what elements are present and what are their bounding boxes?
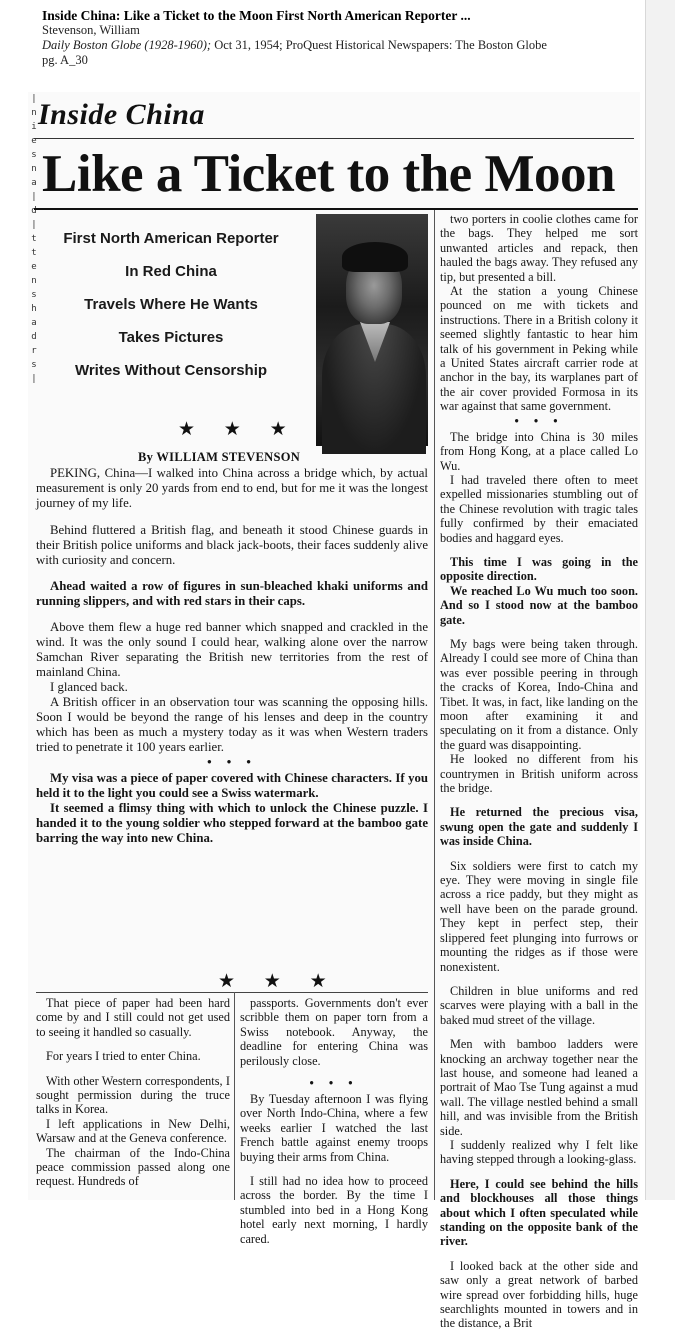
citation-source-publication: Daily Boston Globe (1928-1960); — [42, 38, 212, 52]
paragraph: At the station a young Chinese pounced on me with tickets and instructions. There in a British colony it seemed slightly fantastic to hear him talk of his government in Peking while a United States aircraft carrier rode at anchor in the bay, its warplanes part of the air cover provided Formosa in its war against that same government. — [440, 284, 638, 414]
paragraph: For years I tried to enter China. — [46, 1049, 201, 1064]
column-rule — [434, 210, 435, 1200]
paragraph: passports. Governments don't ever scribble them on paper torn from a Swiss notebook. Anyway, the deadline for entering China was perilously close. — [240, 996, 428, 1068]
reporter-portrait-photo — [316, 214, 428, 446]
citation-page: pg. A_30 — [42, 53, 88, 67]
adjacent-column-fragment: | n i e s n a | d | t t e n s h a d r s | — [31, 94, 37, 384]
deck-line: Writes Without Censorship — [74, 362, 268, 379]
paragraph: I still had no idea how to proceed across the border. By the time I stumbled into bed in a Hong Kong hotel early next morning, I hardly cared. — [240, 1174, 428, 1246]
paragraph: The bridge into China is 30 miles from Hong Kong, at a place called Lo Wu. — [440, 429, 638, 473]
paragraph: That piece of paper had been hard come by and I still could not get used to seeing it handled so casually. — [36, 996, 230, 1039]
paragraph: Here, I could see behind the hills and blockhouses all those things about which I often speculated while standing on the opposite bank of the river. — [440, 1176, 638, 1249]
paragraph: He looked no different from his countrymen in British uniform across the bridge. — [440, 752, 638, 796]
viewer-edge — [645, 0, 675, 1200]
citation-author: Stevenson, William — [42, 23, 140, 37]
citation-source-details: Oct 31, 1954; ProQuest Historical Newspapers: The Boston Globe — [211, 38, 547, 52]
paragraph: I looked back at the other side and saw only a great network of barbed wire spread over forbidding hills, huge searchlights mounted in towers and in the distance, a Brit — [440, 1258, 638, 1331]
paragraph: We reached Lo Wu much too soon. And so I stood now at the bamboo gate. — [440, 583, 638, 627]
dot-separator: • • • — [207, 755, 257, 769]
right-column-text — [440, 212, 638, 1341]
headline-rule — [34, 208, 638, 210]
deck-line: Travels Where He Wants — [84, 296, 258, 313]
deck-line: In Red China — [125, 263, 217, 280]
main-column-text — [36, 466, 428, 846]
paragraph: I suddenly realized why I felt like having stepped through a looking-glass. — [440, 1137, 638, 1167]
paragraph: PEKING, China—I walked into China across a bridge which, by actual measurement is only 20 yards from end to end, but for me it was the longest journey of my life. — [36, 466, 428, 510]
dot-separator: • • • — [514, 413, 564, 428]
paragraph: Behind fluttered a British flag, and beneath it stood Chinese guards in their British police uniforms and black jack-boots, their faces suddenly alive with curiosity and concern. — [36, 523, 428, 567]
paragraph: He returned the precious visa, swung open the gate and suddenly I was inside China. — [440, 805, 638, 849]
paragraph: It seemed a flimsy thing with which to unlock the Chinese puzzle. I handed it to the young soldier who stepped forward at the bamboo gate barring the way into new China. — [36, 801, 428, 845]
star-separator: ★ ★ ★ — [218, 971, 339, 992]
citation-header — [42, 8, 642, 68]
paragraph: With other Western correspondents, I sought permission during the truce talks in Korea. — [36, 1073, 230, 1117]
paragraph: My bags were being taken through. Already I could see more of China than was ever possible peering in through the cracks of Korea, Indo-China and Tibet. It was, in fact, like landing on the moon after examining it and speculating on it from a distance. Only the guard was disappointing. — [440, 636, 638, 752]
kicker-rule — [34, 138, 634, 139]
paragraph: I glanced back. — [50, 680, 128, 694]
deck-subheads — [28, 222, 314, 387]
headline: Like a Ticket to the Moon — [42, 145, 615, 203]
section-divider — [36, 992, 428, 993]
paragraph: Above them flew a huge red banner which snapped and crackled in the wind. It was the only sound I could hear, walking alone over the narrow Samchan River separating the British new territories from the rest of mainland China. — [36, 620, 428, 679]
newspaper-clipping — [28, 92, 640, 1331]
citation-title[interactable]: Inside China: Like a Ticket to the Moon First North American Reporter ... — [42, 8, 471, 23]
paragraph: two porters in coolie clothes came for the bags. They helped me sort unwanted articles and repack, then hauled the bags away. They refused any tip, but presented a bill. — [440, 212, 638, 284]
paragraph: My visa was a piece of paper covered with Chinese characters. If you held it to the light you could see a Swiss watermark. — [36, 771, 428, 800]
paragraph: Children in blue uniforms and red scarves were playing with a ball in the baked mud street of the village. — [440, 983, 638, 1027]
continuation-column-2 — [240, 996, 428, 1256]
byline: By WILLIAM STEVENSON — [138, 450, 301, 464]
paragraph: Six soldiers were first to catch my eye. They were moving in single file across a rice paddy, but they might as well have been on the parade ground. They kept in perfect step, their slippered feet plunging into furrows or mounting the ridges as if those were nonexistent. — [440, 858, 638, 974]
paragraph: This time I was going in the opposite direction. — [440, 554, 638, 584]
paragraph: Ahead waited a row of figures in sun-bleached khaki uniforms and running slippers, and with red stars in their caps. — [36, 579, 428, 608]
paragraph: The chairman of the Indo-China peace commission passed along one request. Hundreds of — [36, 1145, 230, 1189]
star-separator: ★ ★ ★ — [178, 419, 299, 440]
continuation-column-1 — [36, 996, 230, 1189]
paragraph: Men with bamboo ladders were knocking an archway together near the last house, and someone had leaned a portrait of Mao Tse Tung against a mud wall. The village nestled behind a small hill, and was invisible from the British side. — [440, 1037, 638, 1138]
kicker-heading: Inside China — [38, 98, 205, 131]
deck-line: Takes Pictures — [118, 329, 224, 346]
paragraph: A British officer in an observation tour was scanning the opposing hills. Soon I would be beyond the range of his lenses and deep in the country which has been as much a mystery today as it was when Western traders tried to penetrate it 100 years earlier. — [36, 695, 428, 754]
paragraph: By Tuesday afternoon I was flying over North Indo-China, where a few weeks earlier I watched the last French battle against enemy troops buying their arms from China. — [240, 1092, 428, 1164]
column-rule — [234, 992, 235, 1200]
paragraph: I had traveled there often to meet expelled missionaries stumbling out of the Chinese revolution with tragic tales fully confirmed by their emaciated bodies and haggard eyes. — [440, 472, 638, 545]
deck-line: First North American Reporter — [63, 230, 279, 247]
citation-source — [42, 38, 642, 53]
dot-separator: • • • — [309, 1076, 359, 1091]
paragraph: I left applications in New Delhi, Warsaw and at the Geneva conference. — [36, 1116, 230, 1146]
